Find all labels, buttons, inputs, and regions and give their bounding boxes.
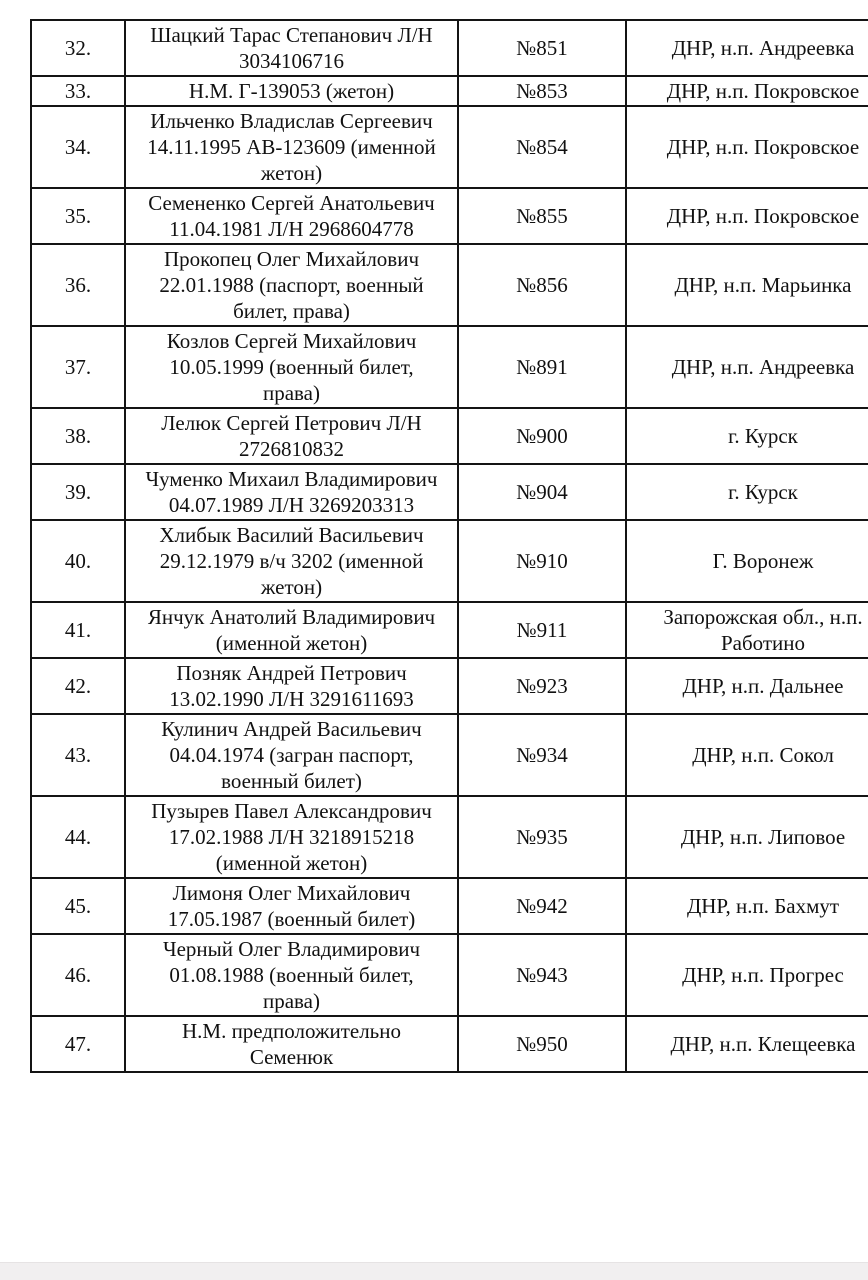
location-cell: ДНР, н.п. Покровское xyxy=(626,76,868,106)
location-cell: ДНР, н.п. Андреевка xyxy=(626,326,868,408)
row-number-cell: 39. xyxy=(31,464,125,520)
person-details-cell: Позняк Андрей Петрович 13.02.1990 Л/Н 3291611693 xyxy=(125,658,458,714)
row-number-cell: 46. xyxy=(31,934,125,1016)
case-number-cell: №856 xyxy=(458,244,626,326)
table-row xyxy=(31,602,868,658)
location-cell: ДНР, н.п. Липовое xyxy=(626,796,868,878)
case-number-cell: №911 xyxy=(458,602,626,658)
person-details-cell: Лимоня Олег Михайлович 17.05.1987 (военный билет) xyxy=(125,878,458,934)
table-row xyxy=(31,520,868,602)
row-number-cell: 32. xyxy=(31,20,125,76)
person-details-cell: Янчук Анатолий Владимирович (именной жетон) xyxy=(125,602,458,658)
person-details-cell: Н.М. Г-139053 (жетон) xyxy=(125,76,458,106)
case-number-cell: №891 xyxy=(458,326,626,408)
location-cell: ДНР, н.п. Бахмут xyxy=(626,878,868,934)
row-number-cell: 45. xyxy=(31,878,125,934)
table-row xyxy=(31,326,868,408)
row-number-cell: 36. xyxy=(31,244,125,326)
case-number-cell: №934 xyxy=(458,714,626,796)
location-cell: Запорожская обл., н.п. Работино xyxy=(626,602,868,658)
table-row xyxy=(31,658,868,714)
table-row xyxy=(31,878,868,934)
table-row xyxy=(31,244,868,326)
location-cell: г. Курск xyxy=(626,408,868,464)
case-number-cell: №853 xyxy=(458,76,626,106)
prisoner-registry-table xyxy=(30,19,868,1073)
person-details-cell: Лелюк Сергей Петрович Л/Н 2726810832 xyxy=(125,408,458,464)
person-details-cell: Семененко Сергей Анатольевич 11.04.1981 Л/Н 2968604778 xyxy=(125,188,458,244)
person-details-cell: Н.М. предположительно Семенюк xyxy=(125,1016,458,1072)
row-number-cell: 37. xyxy=(31,326,125,408)
person-details-cell: Хлибык Василий Васильевич 29.12.1979 в/ч 3202 (именной жетон) xyxy=(125,520,458,602)
table-row xyxy=(31,408,868,464)
case-number-cell: №950 xyxy=(458,1016,626,1072)
case-number-cell: №910 xyxy=(458,520,626,602)
table-row xyxy=(31,934,868,1016)
location-cell: ДНР, н.п. Марьинка xyxy=(626,244,868,326)
row-number-cell: 42. xyxy=(31,658,125,714)
person-details-cell: Черный Олег Владимирович 01.08.1988 (военный билет, права) xyxy=(125,934,458,1016)
table-row xyxy=(31,714,868,796)
page-bottom-strip xyxy=(0,1262,868,1280)
case-number-cell: №854 xyxy=(458,106,626,188)
table-row xyxy=(31,464,868,520)
person-details-cell: Козлов Сергей Михайлович 10.05.1999 (военный билет, права) xyxy=(125,326,458,408)
case-number-cell: №904 xyxy=(458,464,626,520)
location-cell: ДНР, н.п. Клещеевка xyxy=(626,1016,868,1072)
row-number-cell: 40. xyxy=(31,520,125,602)
case-number-cell: №855 xyxy=(458,188,626,244)
person-details-cell: Чуменко Михаил Владимирович 04.07.1989 Л/Н 3269203313 xyxy=(125,464,458,520)
row-number-cell: 35. xyxy=(31,188,125,244)
row-number-cell: 47. xyxy=(31,1016,125,1072)
row-number-cell: 33. xyxy=(31,76,125,106)
case-number-cell: №943 xyxy=(458,934,626,1016)
row-number-cell: 44. xyxy=(31,796,125,878)
location-cell: ДНР, н.п. Дальнее xyxy=(626,658,868,714)
person-details-cell: Ильченко Владислав Сергеевич 14.11.1995 АВ-123609 (именной жетон) xyxy=(125,106,458,188)
case-number-cell: №935 xyxy=(458,796,626,878)
location-cell: ДНР, н.п. Прогрес xyxy=(626,934,868,1016)
registry-table-body xyxy=(31,20,868,1072)
person-details-cell: Пузырев Павел Александрович 17.02.1988 Л/Н 3218915218 (именной жетон) xyxy=(125,796,458,878)
table-row xyxy=(31,20,868,76)
location-cell: ДНР, н.п. Покровское xyxy=(626,188,868,244)
table-row xyxy=(31,188,868,244)
case-number-cell: №851 xyxy=(458,20,626,76)
person-details-cell: Кулинич Андрей Васильевич 04.04.1974 (загран паспорт, военный билет) xyxy=(125,714,458,796)
case-number-cell: №942 xyxy=(458,878,626,934)
location-cell: ДНР, н.п. Сокол xyxy=(626,714,868,796)
person-details-cell: Прокопец Олег Михайлович 22.01.1988 (паспорт, военный билет, права) xyxy=(125,244,458,326)
location-cell: ДНР, н.п. Андреевка xyxy=(626,20,868,76)
row-number-cell: 41. xyxy=(31,602,125,658)
table-row xyxy=(31,76,868,106)
location-cell: Г. Воронеж xyxy=(626,520,868,602)
location-cell: г. Курск xyxy=(626,464,868,520)
table-row xyxy=(31,106,868,188)
case-number-cell: №923 xyxy=(458,658,626,714)
row-number-cell: 34. xyxy=(31,106,125,188)
row-number-cell: 38. xyxy=(31,408,125,464)
location-cell: ДНР, н.п. Покровское xyxy=(626,106,868,188)
person-details-cell: Шацкий Тарас Степанович Л/Н 3034106716 xyxy=(125,20,458,76)
case-number-cell: №900 xyxy=(458,408,626,464)
table-row xyxy=(31,1016,868,1072)
row-number-cell: 43. xyxy=(31,714,125,796)
table-row xyxy=(31,796,868,878)
